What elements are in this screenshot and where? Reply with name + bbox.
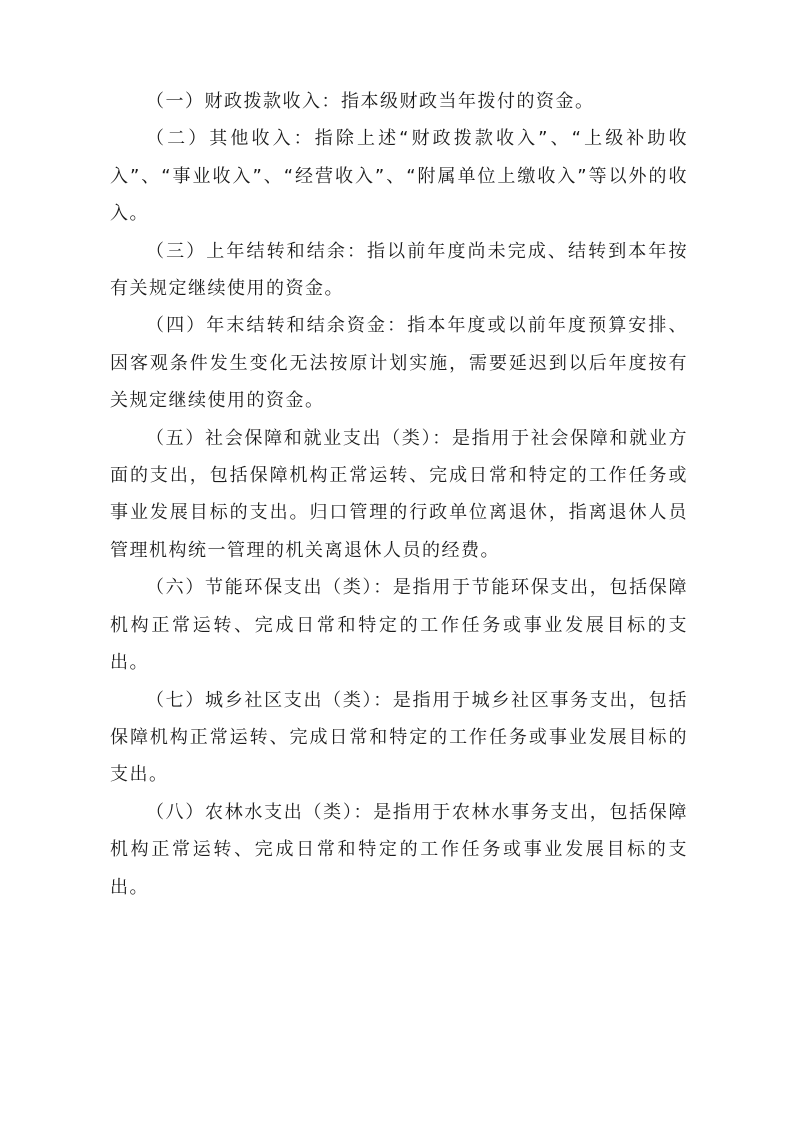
paragraph-nonglinshui-zhichu: （八）农林水支出（类）：是指用于农林水事务支出，包括保障机构正常运转、完成日常和特定的工作任务或事业发展目标的支出。 <box>110 801 688 898</box>
paragraph-shangnian-jiezhuan-jieyu: （三）上年结转和结余：指以前年度尚未完成、结转到本年按有关规定继续使用的资金。 <box>110 240 688 300</box>
paragraph-jieneng-huanbao-zhichu: （六）节能环保支出（类）：是指用于节能环保支出，包括保障机构正常运转、完成日常和特定的工作任务或事业发展目标的支出。 <box>110 577 688 674</box>
paragraph-nianmo-jiezhuan-jieyu-zijin: （四）年末结转和结余资金：指本年度或以前年度预算安排、因客观条件发生变化无法按原计划实施，需要延迟到以后年度按有关规定继续使用的资金。 <box>110 315 688 412</box>
document-body <box>110 83 688 906</box>
paragraph-chengxiang-shequ-zhichu: （七）城乡社区支出（类）：是指用于城乡社区事务支出，包括保障机构正常运转、完成日常和特定的工作任务或事业发展目标的支出。 <box>110 689 688 786</box>
paragraph-caizheng-bokuan-shouru: （一）财政拨款收入：指本级财政当年拨付的资金。 <box>146 91 595 112</box>
paragraph-qita-shouru: （二）其他收入：指除上述“财政拨款收入”、“上级补助收入”、“事业收入”、“经营收入”、“附属单位上缴收入”等以外的收入。 <box>110 128 688 225</box>
paragraph-shehui-baozhang-jiuye-zhichu: （五）社会保障和就业支出（类）：是指用于社会保障和就业方面的支出，包括保障机构正常运转、完成日常和特定的工作任务或事业发展目标的支出。归口管理的行政单位离退休，指离退休人员管理机构统一管理的机关离退休人员的经费。 <box>110 427 688 561</box>
